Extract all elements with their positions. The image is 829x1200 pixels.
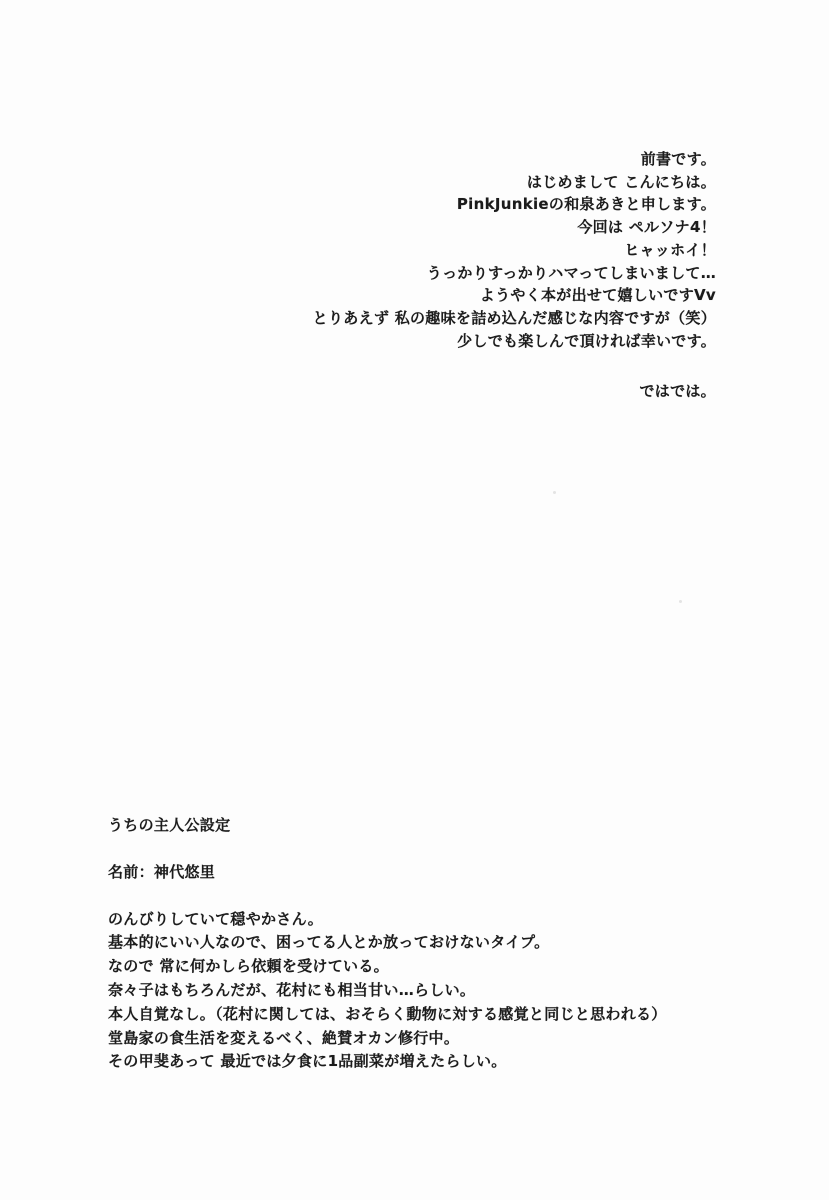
profile-description-line: 堂島家の食生活を変えるべく、絶賛オカン修行中。 — [108, 1028, 460, 1047]
foreword-line: ようやく本が出せて嬉しいですVv — [479, 286, 716, 305]
profile-heading: うちの主人公設定 — [108, 816, 231, 834]
profile-name-line: 名前：神代悠里 — [108, 862, 216, 881]
foreword-line: 前書です。 — [640, 150, 716, 168]
scan-speck — [679, 600, 682, 603]
foreword-line: 今回は ペルソナ4！ — [577, 218, 716, 237]
foreword-line: PinkJunkieの和泉あきと申します。 — [456, 195, 716, 214]
profile-description-line: 奈々子はもちろんだが、花村にも相当甘い…らしい。 — [108, 980, 476, 999]
foreword-line: 少しでも楽しんで頂ければ幸いです。 — [457, 331, 716, 350]
foreword-line: はじめまして こんにちは。 — [526, 172, 716, 191]
profile-description-line: 基本的にいい人なので、困ってる人とか放っておけないタイプ。 — [108, 933, 550, 952]
profile-description-line: なので 常に何かしら依頼を受けている。 — [108, 957, 389, 976]
foreword-closing: ではでは。 — [639, 382, 716, 401]
profile-description-line: その甲斐あって 最近では夕食に1品副菜が増えたらしい。 — [108, 1052, 507, 1071]
foreword-block — [313, 148, 716, 403]
foreword-line: ヒャッホイ！ — [624, 240, 716, 259]
scan-speck — [553, 491, 556, 494]
foreword-line: うっかりすっかりハマってしまいまして… — [426, 263, 716, 282]
profile-description-lines — [108, 908, 667, 1075]
profile-description-line: 本人自覚なし。（花村に関しては、おそらく動物に対する感覚と同じと思われる） — [108, 1004, 667, 1023]
foreword-line: とりあえず 私の趣味を詰め込んだ感じな内容ですが（笑） — [312, 308, 716, 327]
profile-description-line: のんびりしていて穏やかさん。 — [108, 909, 324, 928]
foreword-lines — [313, 148, 716, 352]
character-profile-block — [108, 814, 667, 1074]
